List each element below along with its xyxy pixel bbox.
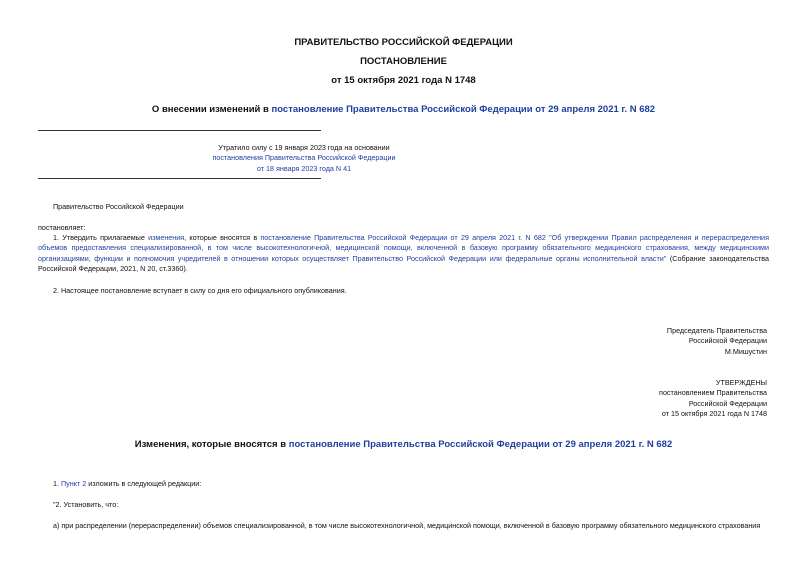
government-line: Правительство Российской Федерации	[53, 202, 184, 211]
approved-line2: постановлением Правительства	[659, 388, 767, 398]
change-item-3: а) при распределении (перераспределении) объемов специализированной, в том числе высокотехнологичной, медицинской помощи, включенной в базовую программу обязательного медицинского страхования	[53, 521, 761, 530]
changes-heading	[0, 439, 807, 450]
signature-title1: Председатель Правительства	[666, 326, 767, 335]
document-type: ПОСТАНОВЛЕНИЕ	[360, 56, 447, 67]
paragraph-2: 2. Настоящее постановление вступает в силу со дня его официального опубликования.	[53, 286, 347, 295]
p1-link-decree[interactable]: постановление Правительства Российской Федерации от 29 апреля 2021 г. N 682	[260, 233, 546, 242]
changes-heading-prefix: Изменения, которые вносятся в	[134, 439, 289, 450]
government-title: ПРАВИТЕЛЬСТВО РОССИЙСКОЙ ФЕДЕРАЦИИ	[294, 37, 513, 48]
repeal-notice-link2[interactable]: от 18 января 2023 года N 41	[256, 163, 352, 173]
p1-text-d: (Собрание законодательства Российской Федерации, 2021, N 20, ст.3360).	[38, 253, 769, 274]
approved-block	[659, 378, 767, 420]
p1-link-changes[interactable]: изменения	[148, 233, 185, 242]
document-subject	[0, 104, 807, 115]
subject-prefix: О внесении изменений в	[151, 104, 272, 115]
repeal-notice-link1[interactable]: постановления Правительства Российской Федерации	[212, 153, 396, 163]
item1-prefix: 1.	[53, 479, 61, 488]
p1-text-a: 1. Утвердить прилагаемые	[53, 233, 149, 242]
item1-suffix: изложить в следующей редакции:	[86, 479, 202, 488]
repeal-notice	[38, 143, 570, 174]
signature-name: М.Мишустин	[724, 346, 767, 356]
approved-line4: от 15 октября 2021 года N 1748	[661, 409, 767, 419]
changes-heading-link[interactable]: постановление Правительства Российской Федерации от 29 апреля 2021 г. N 682	[288, 439, 673, 450]
change-item-2: "2. Установить, что:	[53, 500, 119, 509]
divider-bottom	[38, 178, 321, 179]
approved-line3: Российской Федерации	[688, 398, 767, 408]
signature-title2: Российской Федерации	[688, 336, 767, 346]
document-date-number: от 15 октября 2021 года N 1748	[331, 75, 476, 86]
repeal-notice-line1: Утратило силу с 19 января 2023 года на основании	[218, 143, 390, 152]
p1-link-title[interactable]: "Об утверждении Правил распределения и перераспределения объемов предоставления специализированной, в том числе высокотехнологичной, медицинской помощи, включенной в базовую программу обязательного медицинского страхования, между медицинскими организациями, функции и полномочия учредителей в отношении которых осуществляет Правительство Российской Федерации или федеральные органы исполнительной власти"	[38, 233, 769, 263]
p1-text-b: , которые вносятся в	[184, 233, 261, 242]
signature-block	[667, 326, 767, 357]
divider-top	[38, 130, 321, 131]
approved-line1: УТВЕРЖДЕНЫ	[715, 378, 767, 387]
change-item-1	[53, 479, 201, 489]
subject-link[interactable]: постановление Правительства Российской Федерации от 29 апреля 2021 г. N 682	[271, 104, 656, 115]
item1-link[interactable]: Пункт 2	[61, 479, 87, 488]
decrees-word: постановляет:	[38, 223, 86, 232]
paragraph-1	[38, 233, 769, 275]
